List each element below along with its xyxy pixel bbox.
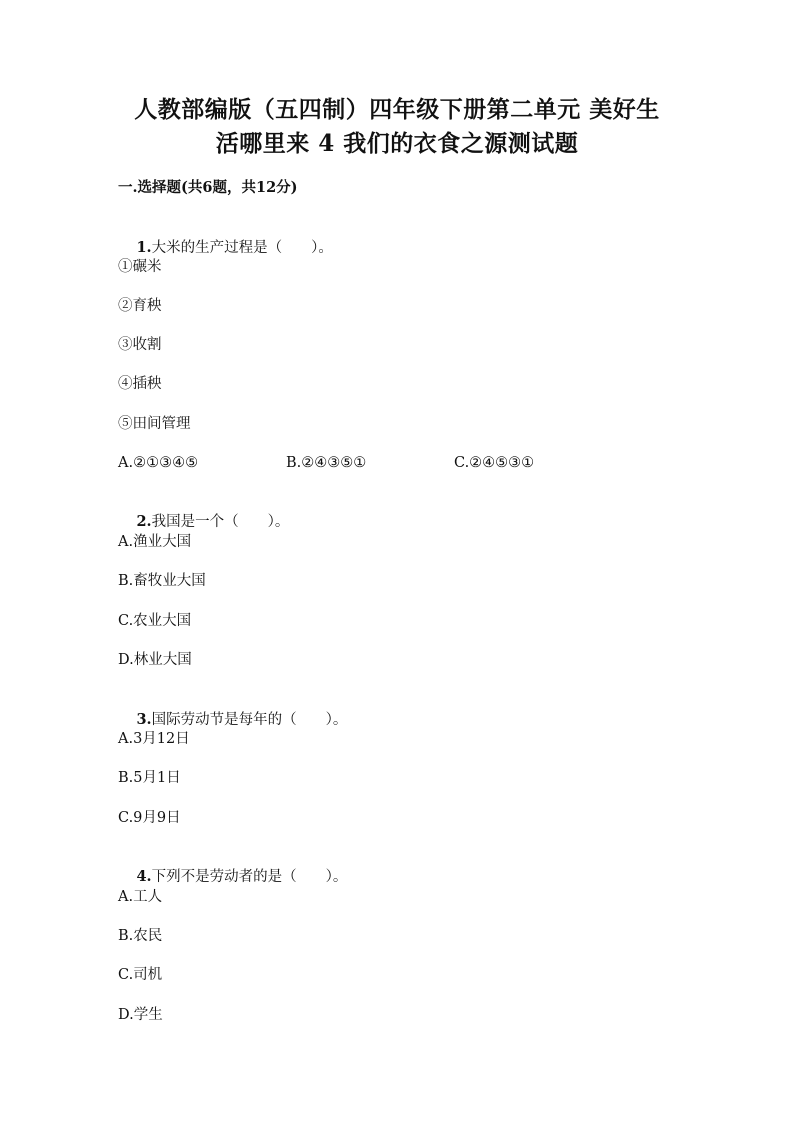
option-d[interactable]: D.林业大国 bbox=[118, 652, 192, 668]
option-b[interactable]: B.农民 bbox=[118, 928, 163, 944]
section-heading: 一.选择题(共6题，共12分) bbox=[118, 179, 298, 196]
question-stem: 下列不是劳动者的是（ ）。 bbox=[151, 869, 348, 885]
question-number: 2. bbox=[136, 513, 152, 530]
question-stem: 大米的生产过程是（ ）。 bbox=[151, 240, 333, 256]
option-b[interactable]: B.②④③⑤① bbox=[286, 455, 367, 471]
list-item: ④插秧 bbox=[118, 376, 162, 392]
list-item: ②育秧 bbox=[118, 298, 162, 314]
question-number: 1. bbox=[136, 239, 152, 256]
option-c[interactable]: C.②④⑤③① bbox=[454, 455, 535, 471]
question-number: 3. bbox=[136, 711, 152, 728]
page-title-line-1: 人教部编版（五四制）四年级下册第二单元 美好生 bbox=[134, 96, 660, 123]
list-item: ⑤田间管理 bbox=[118, 416, 191, 432]
question-stem: 国际劳动节是每年的（ ）。 bbox=[151, 712, 348, 728]
option-a[interactable]: A.3月12日 bbox=[118, 731, 190, 747]
option-b[interactable]: B.畜牧业大国 bbox=[118, 573, 206, 589]
question-stem: 我国是一个（ ）。 bbox=[151, 514, 290, 530]
option-c[interactable]: C.司机 bbox=[118, 967, 163, 983]
page-title-line-2: 活哪里来 4 我们的衣食之源测试题 bbox=[215, 130, 579, 157]
option-a[interactable]: A.②①③④⑤ bbox=[118, 455, 199, 471]
question-1-options bbox=[118, 453, 678, 473]
option-b[interactable]: B.5月1日 bbox=[118, 770, 181, 786]
question-number: 4. bbox=[136, 868, 152, 885]
list-item: ①碾米 bbox=[118, 259, 162, 275]
option-c[interactable]: C.农业大国 bbox=[118, 613, 192, 629]
option-d[interactable]: D.学生 bbox=[118, 1007, 163, 1023]
option-c[interactable]: C.9月9日 bbox=[118, 810, 181, 826]
list-item: ③收割 bbox=[118, 337, 162, 353]
option-a[interactable]: A.工人 bbox=[118, 889, 163, 905]
option-a[interactable]: A.渔业大国 bbox=[118, 534, 192, 550]
